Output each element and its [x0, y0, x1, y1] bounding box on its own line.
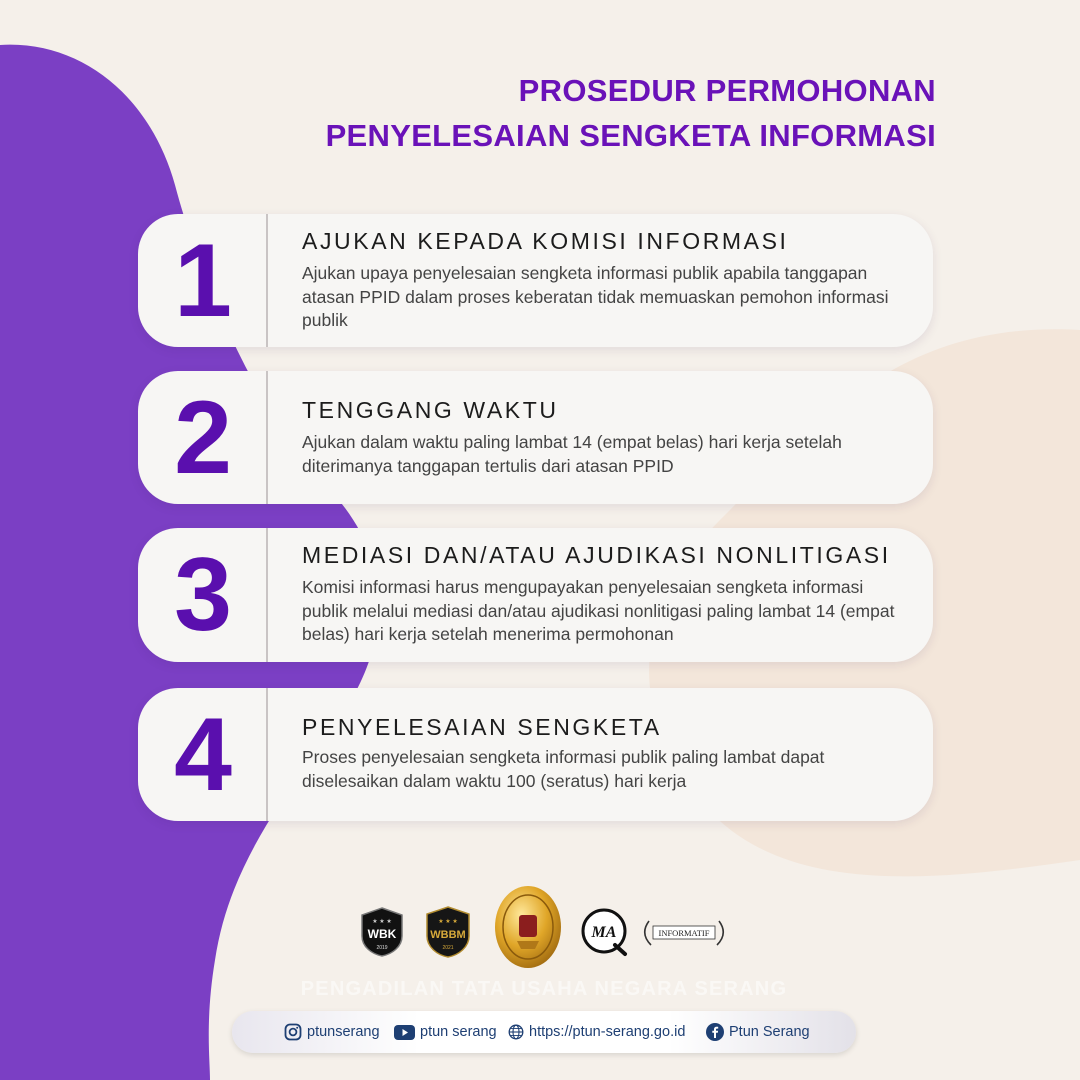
informatif-laurel-icon	[641, 915, 727, 949]
logo-row	[355, 885, 735, 970]
step-card-3	[138, 528, 933, 662]
step-number-4: 4	[174, 696, 232, 813]
step-description-1: Ajukan upaya penyelesaian sengketa informasi publik apabila tanggapan atasan PPID dalam proses keberatan tidak memuaskan pemohon informasi publik	[302, 263, 889, 330]
instagram-icon	[284, 1023, 302, 1041]
social-media-bar	[232, 1011, 856, 1053]
website-link[interactable]	[508, 1011, 685, 1053]
step-divider	[266, 214, 268, 347]
ma-logo-icon	[579, 907, 629, 957]
page-title	[326, 68, 936, 158]
instagram-link[interactable]	[284, 1011, 380, 1053]
step-heading-4: PENYELESAIAN SENGKETA	[302, 714, 662, 740]
svg-text:WBK: WBK	[367, 927, 397, 941]
svg-text:WBBM: WBBM	[430, 929, 466, 941]
facebook-handle: Ptun Serang	[729, 1024, 810, 1040]
svg-text:2021: 2021	[442, 945, 454, 951]
title-line-2: PENYELESAIAN SENGKETA INFORMASI	[325, 118, 936, 153]
globe-icon	[508, 1024, 524, 1040]
step-description-4: Proses penyelesaian sengketa informasi publik paling lambat dapat diselesaikan dalam waktu 100 (seratus) hari kerja	[302, 747, 825, 791]
svg-text:2019: 2019	[376, 945, 388, 951]
step-divider	[266, 371, 268, 504]
step-heading-1: AJUKAN KEPADA KOMISI INFORMASI	[302, 228, 789, 254]
supreme-court-emblem-icon	[493, 885, 563, 970]
svg-text:★ ★ ★: ★ ★ ★	[372, 919, 392, 925]
step-card-2	[138, 371, 933, 504]
step-description-2: Ajukan dalam waktu paling lambat 14 (empat belas) hari kerja setelah diterimanya tanggapan tertulis dari atasan PPID	[302, 432, 842, 476]
svg-text:INFORMATIF: INFORMATIF	[658, 928, 710, 938]
website-url: https://ptun-serang.go.id	[529, 1024, 686, 1040]
step-card-4	[138, 688, 933, 821]
step-description-3: Komisi informasi harus mengupayakan penyelesaian sengketa informasi publik melalui mediasi dan/atau ajudikasi nonlitigasi paling lambat 14 (empat belas) hari kerja setelah menerima permohonan	[302, 577, 895, 644]
title-line-1: PROSEDUR PERMOHONAN	[518, 73, 936, 108]
youtube-link[interactable]	[394, 1011, 497, 1053]
organization-name: PENGADILAN TATA USAHA NEGARA SERANG	[300, 978, 788, 1000]
step-number-3: 3	[174, 537, 232, 653]
instagram-handle: ptunserang	[307, 1024, 380, 1040]
step-divider	[266, 688, 268, 821]
step-heading-3: MEDIASI DAN/ATAU AJUDIKASI NONLITIGASI	[302, 542, 891, 568]
facebook-icon	[706, 1023, 724, 1041]
step-number-2: 2	[174, 379, 232, 496]
step-divider	[266, 528, 268, 662]
step-heading-2: TENGGANG WAKTU	[302, 397, 559, 423]
svg-text:MA: MA	[591, 924, 617, 941]
svg-text:★ ★ ★: ★ ★ ★	[438, 919, 458, 925]
wbbm-badge-icon	[423, 905, 473, 959]
step-card-1	[138, 214, 933, 347]
youtube-handle: ptun serang	[420, 1024, 497, 1040]
wbk-badge-icon	[359, 906, 405, 958]
youtube-icon	[394, 1025, 415, 1040]
facebook-link[interactable]	[706, 1011, 810, 1053]
step-number-1: 1	[174, 222, 232, 339]
